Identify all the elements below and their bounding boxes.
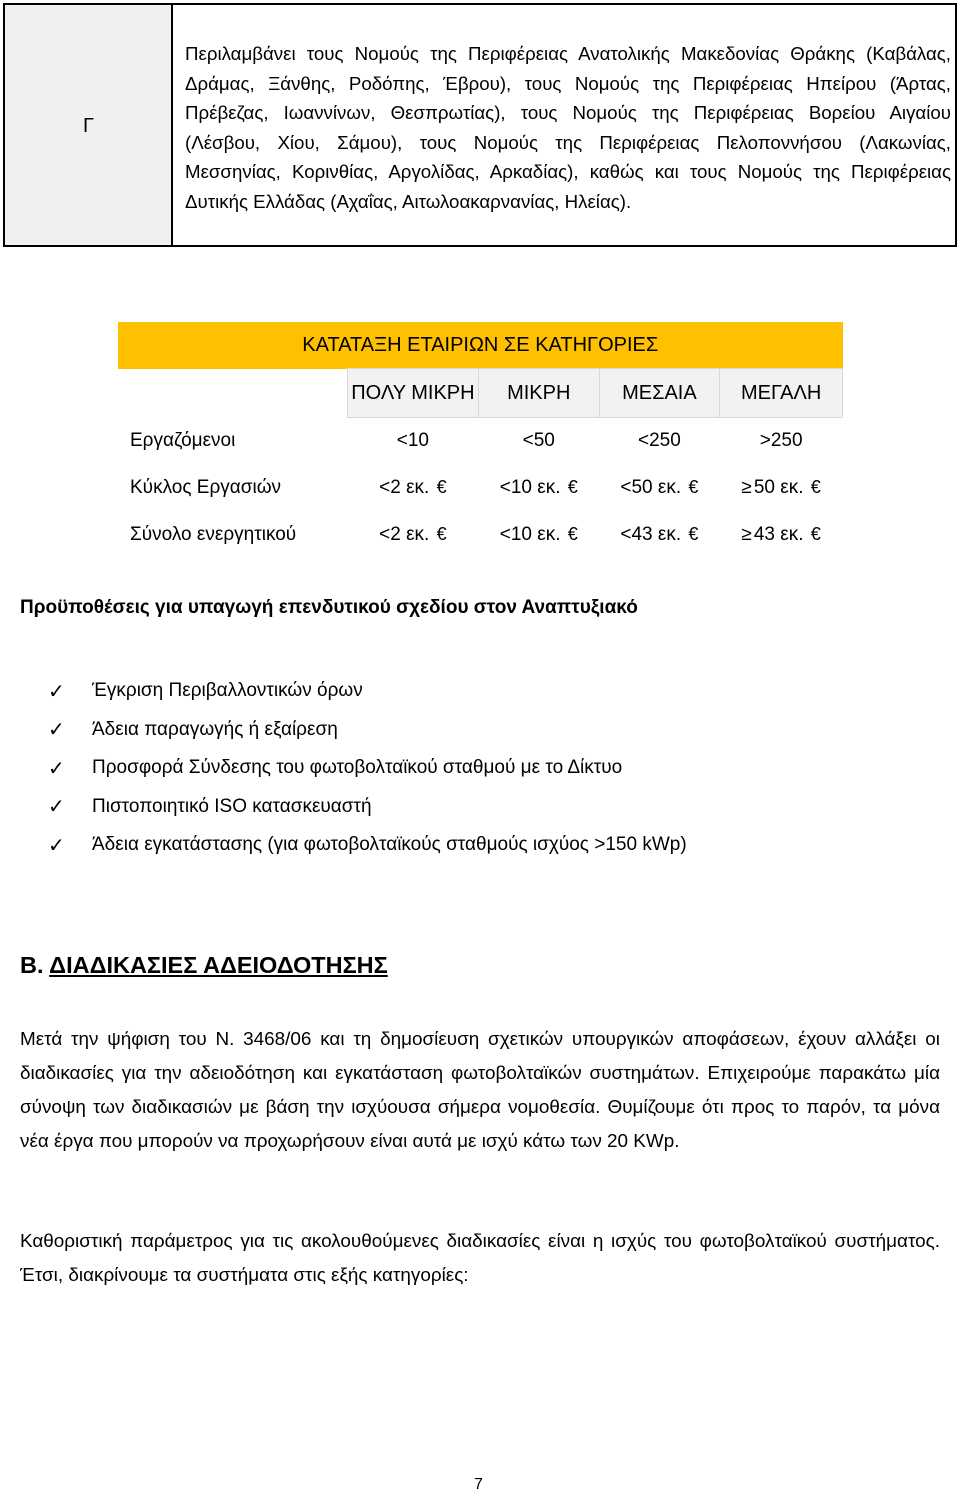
table-cell: <10 <box>396 430 429 452</box>
header-blank-cell <box>118 369 347 418</box>
header-very-small: ΠΟΛΥ ΜΙΚΡΗ <box>347 369 478 418</box>
prerequisites-heading: Προϋποθέσεις για υπαγωγή επενδυτικού σχεδίου στον Αναπτυξιακό <box>20 597 638 618</box>
checkmark-icon: ✓ <box>48 757 65 780</box>
table-cell: <50 εκ. € <box>620 477 699 498</box>
table-cell: ≥ 50 εκ. € <box>741 477 821 498</box>
list-item: ✓ Άδεια εγκατάστασης (για φωτοβολταϊκούς σταθμούς ισχύος >150 kWp) <box>48 834 687 857</box>
paragraph-licensing: Μετά την ψήφιση του Ν. 3468/06 και τη δημοσίευση σχετικών υπουργικών αποφάσεων, έχουν αλλάξει οι διαδικασίες για την αδειοδότηση και εγκατάσταση φωτοβολταϊκών συστημάτων. Επιχειρούμε παρακάτω μία σύνοψη των διαδικασιών με βάση την ισχύουσα σήμερα νομοθεσία. Θυμίζουμε ότι προς το παρόν, τα μόνα νέα έργα που μπορούν να προχωρήσουν είναι αυτά με ισχύ κάτω των 20 KWp. <box>20 1029 940 1152</box>
checkmark-icon: ✓ <box>48 796 65 819</box>
list-item: ✓ Πιστοποιητικό ISO κατασκευαστή <box>48 795 372 819</box>
paragraph-categories: Καθοριστική παράμετρος για τις ακολουθούμενες διαδικασίες είναι η ισχύς του φωτοβολταϊκού συστήματος. Έτσι, διακρίνουμε τα συστήματα στις εξής κατηγορίες: <box>20 1231 940 1286</box>
category-letter: Γ <box>83 115 95 137</box>
list-item: ✓ Άδεια παραγωγής ή εξαίρεση <box>48 718 338 742</box>
region-box <box>3 3 957 247</box>
checkmark-icon: ✓ <box>48 680 65 703</box>
ge-symbol: ≥ <box>741 524 752 545</box>
ge-symbol: ≥ <box>741 477 752 498</box>
table-title: ΚΑΤΑΤΑΞΗ ΕΤΑΙΡΙΩΝ ΣΕ ΚΑΤΗΓΟΡΙΕΣ <box>118 322 843 369</box>
euro-symbol: € <box>567 477 578 497</box>
section-title-text: ΔΙΑΔΙΚΑΣΙΕΣ ΑΔΕΙΟΔΟΤΗΣΗΣ <box>49 952 388 978</box>
table-cell: <250 <box>638 430 681 452</box>
row-label: Σύνολο ενεργητικού <box>130 524 297 545</box>
region-description: Περιλαμβάνει τους Νομούς της Περιφέρειας Ανατολικής Μακεδονίας Θράκης (Καβάλας, Δράμας, Ξάνθης, Ροδόπης, Έβρου), τους Νομούς της Περιφέρειας Ηπείρου (Άρτας, Πρέβεζας, Ιωαννίνων, Θεσπρωτίας), τους Νομούς της Περιφέρειας Βορείου Αιγαίου (Λέσβου, Χίου, Σάμου), τους Νομούς της Περιφέρειας Πελοποννήσου (Λακωνίας, Μεσσηνίας, Κορινθίας, Αργολίδας, Αρκαδίας), καθώς και τους Νομούς της Περιφέρειας Δυτικής Ελλάδας (Αχαΐας, Αιτωλοακαρνανίας, Ηλείας). <box>185 43 951 212</box>
section-prefix: Β. <box>20 952 50 978</box>
table-row <box>118 418 843 465</box>
table-row <box>118 465 843 512</box>
table-cell: <2 εκ. € <box>379 477 447 498</box>
checkmark-icon: ✓ <box>48 719 65 742</box>
list-item: ✓ Προσφορά Σύνδεσης του φωτοβολταϊκού σταθμού με το Δίκτυο <box>48 757 623 780</box>
euro-symbol: € <box>810 524 821 544</box>
page-number: 7 <box>474 1476 483 1493</box>
list-item: ✓ Έγκριση Περιβαλλοντικών όρων <box>48 680 363 703</box>
table-cell: <50 <box>522 430 555 452</box>
table-cell: <2 εκ. € <box>379 524 447 545</box>
section-title <box>20 952 388 979</box>
table-cell: <43 εκ. € <box>620 524 699 545</box>
euro-symbol: € <box>436 524 447 544</box>
table-cell: >250 <box>759 430 803 452</box>
euro-symbol: € <box>810 477 821 497</box>
euro-symbol: € <box>436 477 447 497</box>
header-large: ΜΕΓΑΛΗ <box>720 369 843 418</box>
category-letter-cell <box>5 5 173 245</box>
table-cell: <10 εκ. € <box>499 524 578 545</box>
row-label: Εργαζόμενοι <box>130 430 236 451</box>
checkmark-icon: ✓ <box>48 834 65 857</box>
header-medium: ΜΕΣΑΙΑ <box>599 369 720 418</box>
euro-symbol: € <box>688 477 699 497</box>
header-small: ΜΙΚΡΗ <box>478 369 599 418</box>
euro-symbol: € <box>688 524 699 544</box>
company-category-table <box>118 322 843 559</box>
table-row <box>118 512 843 559</box>
table-cell: <10 εκ. € <box>499 477 578 498</box>
row-label: Κύκλος Εργασιών <box>130 477 282 498</box>
table-cell: ≥ 43 εκ. € <box>741 524 821 545</box>
prerequisites-list <box>48 672 687 865</box>
euro-symbol: € <box>567 524 578 544</box>
